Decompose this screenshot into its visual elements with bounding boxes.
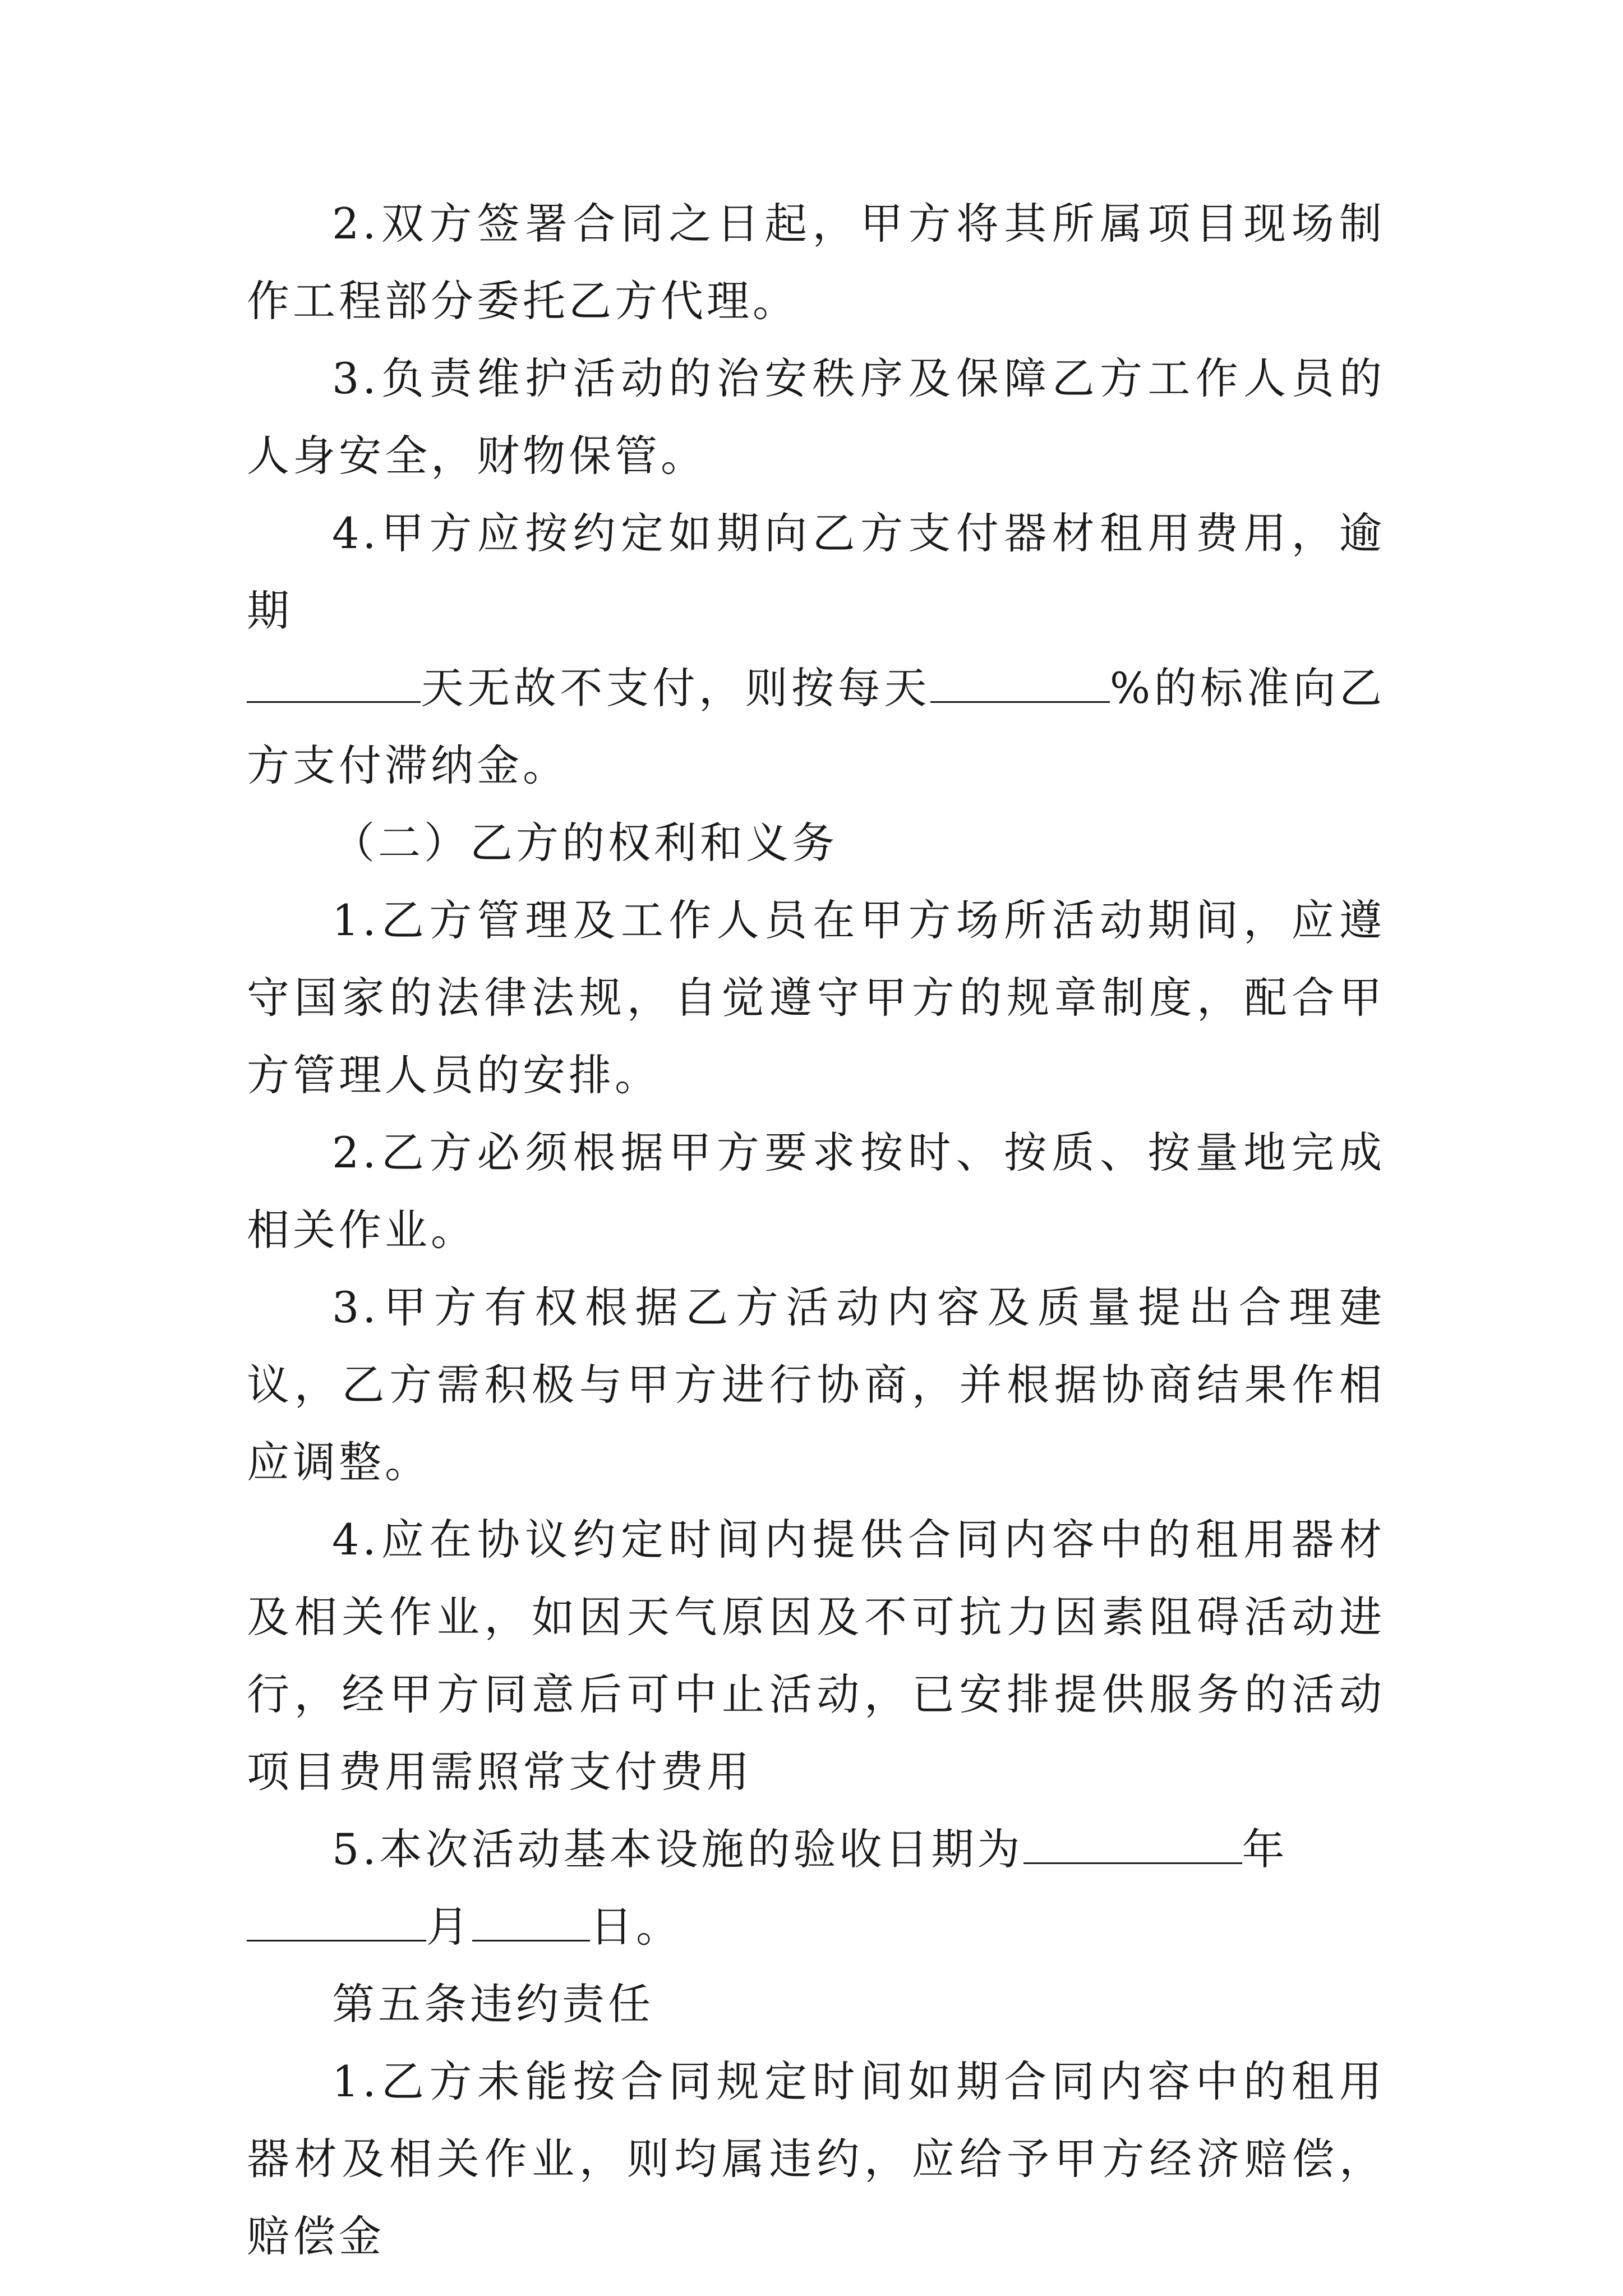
month-blank (247, 1899, 426, 1941)
late-fee-rate-blank (930, 661, 1110, 703)
payment-clause-paragraph (247, 495, 1385, 804)
day-blank (472, 1899, 590, 1941)
clause-paragraph: 2.双方签署合同之日起，甲方将其所属项目现场制作工程部分委托乙方代理。 (247, 199, 1385, 326)
acceptance-date-paragraph (247, 1811, 1385, 1966)
clause-paragraph: 1.乙方未能按合同规定时间如期合同内容中的租用器材及相关作业，则均属违约，应给予甲方经济赔偿，赔偿金 (247, 2056, 1385, 2261)
clause-paragraph: 2.乙方必须根据甲方要求按时、按质、按量地完成相关作业。 (247, 1128, 1385, 1255)
clause-text: 天无故不支付，则按每天 (421, 663, 930, 713)
clause-text: %的标准向乙方支付滞纳金。 (247, 663, 1385, 790)
clause-paragraph: 3.负责维护活动的治安秩序及保障乙方工作人员的人身安全，财物保管。 (247, 353, 1385, 481)
document-body (247, 185, 1385, 2275)
section-heading: （二）乙方的权利和义务 (332, 818, 838, 868)
clause-text: 4.甲方应按约定如期向乙方支付器材租用费用，逾期 (247, 508, 1385, 636)
year-label: 年 (1242, 1824, 1288, 1874)
article-heading: 第五条违约责任 (332, 1979, 654, 2029)
overdue-days-blank (247, 661, 421, 703)
month-label: 月 (426, 1902, 472, 1952)
clause-text: 5.本次活动基本设施的验收日期为 (332, 1824, 1023, 1874)
clause-paragraph: 1.乙方管理及工作人员在甲方场所活动期间，应遵守国家的法律法规，自觉遵守甲方的规章制度，配合甲方管理人员的安排。 (247, 895, 1385, 1100)
clause-paragraph: 3.甲方有权根据乙方活动内容及质量提出合理建议，乙方需积极与甲方进行协商，并根据协商结果作相应调整。 (247, 1282, 1385, 1487)
day-label: 日。 (590, 1902, 682, 1952)
year-blank (1023, 1822, 1242, 1864)
clause-paragraph: 4.应在协议约定时间内提供合同内容中的租用器材及相关作业，如因天气原因及不可抗力因素阻碍活动进行，经甲方同意后可中止活动，已安排提供服务的活动项目费用需照常支付费用 (247, 1515, 1385, 1797)
